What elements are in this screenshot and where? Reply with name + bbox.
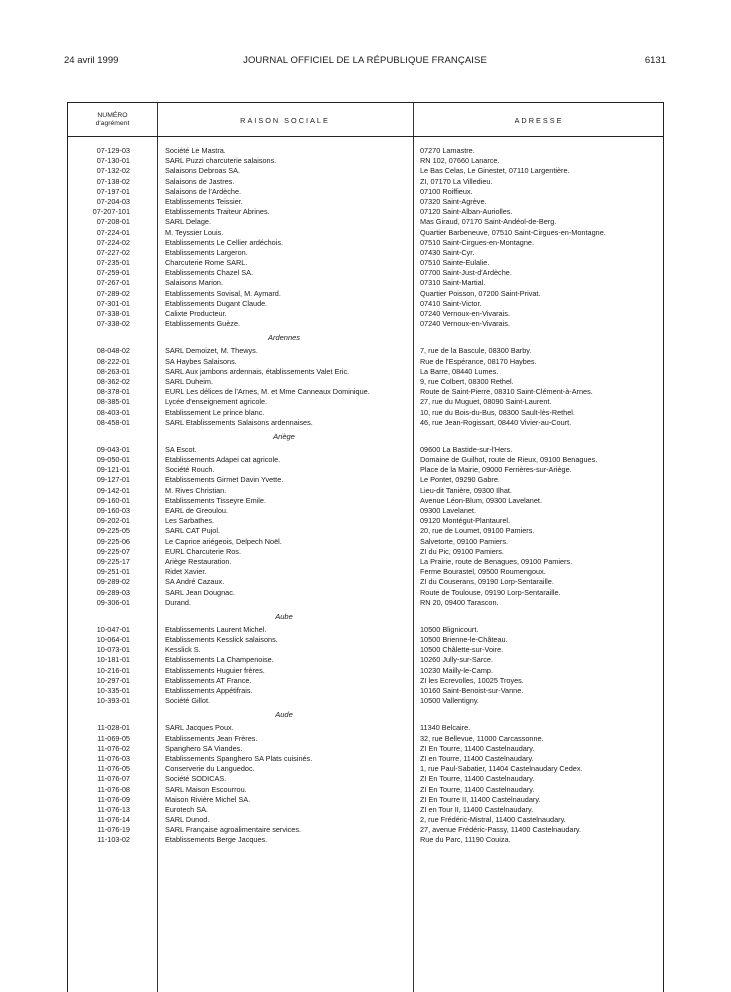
numero-agrement: 08-362-02 <box>96 376 130 386</box>
table-row <box>68 744 663 754</box>
adresse: 10160 Saint-Benoist-sur-Vanne. <box>420 686 524 695</box>
adresse: 32, rue Bellevue, 11000 Carcassonne. <box>420 733 544 743</box>
raison-sociale: SA André Cazaux. <box>165 577 225 587</box>
adresse: 10, rue du Bois-du-Bus, 08300 Sault-lès-Rethel. <box>420 407 575 417</box>
adresse: 07700 Saint-Just-d'Ardèche. <box>420 268 512 278</box>
adresse: 11340 Belcaire. <box>420 723 471 733</box>
section-title: Aube <box>275 611 293 621</box>
adresse: RN 102, 07660 Lanarce. <box>420 156 500 166</box>
raison-sociale: Etablissements Dugant Claude. <box>165 298 268 308</box>
table-row <box>68 309 663 319</box>
table-row <box>68 319 663 329</box>
adresse: ZI les Ecrevolles, 10025 Troyes. <box>420 675 524 685</box>
numero-agrement: 08-222-01 <box>96 356 130 366</box>
table-row <box>68 825 663 835</box>
adresse: 46, rue Jean-Rogissart, 08440 Vivier-au-Court. <box>420 417 572 427</box>
adresse: 10500 Vallentigny. <box>420 696 479 706</box>
numero-agrement: 08-385-01 <box>96 397 130 407</box>
header-adresse: ADRESSE <box>514 116 564 125</box>
raison-sociale: Etablissements Chazel SA. <box>165 268 254 278</box>
numero-agrement: 07-289-02 <box>96 288 130 298</box>
adresse: Le Bas Celas, Le Ginestet, 07110 Largentière. <box>420 166 570 176</box>
numero-agrement: 11-076-03 <box>97 753 130 763</box>
table-row <box>68 547 663 557</box>
numero-agrement: 11-076-13 <box>97 804 130 814</box>
raison-sociale: Etablissements Spanghero SA Plats cuisinés. <box>165 753 313 763</box>
raison-sociale: Etablissements Berge Jacques. <box>165 835 268 845</box>
table-row <box>68 686 663 696</box>
numero-agrement: 11-028-01 <box>97 723 130 733</box>
raison-sociale: Etablissements Teissier. <box>165 196 243 206</box>
numero-agrement: 10-393-01 <box>96 696 130 706</box>
table-row <box>68 655 663 665</box>
raison-sociale: SARL Jean Dougnac. <box>165 587 235 597</box>
table-row <box>68 217 663 227</box>
raison-sociale: SARL Maison Escourrou. <box>165 784 247 794</box>
table-row <box>68 197 663 207</box>
numero-agrement: 09-121-01 <box>96 465 130 475</box>
raison-sociale: Etablissements Le Cellier ardéchois. <box>165 237 284 247</box>
table-row <box>68 815 663 825</box>
numero-agrement: 09-289-02 <box>96 577 130 587</box>
table-row <box>68 774 663 784</box>
adresse: Le Pontet, 09290 Gabre. <box>420 475 500 485</box>
raison-sociale: M. Teyssier Louis. <box>165 227 224 237</box>
adresse: 07510 Sainte-Eulalie. <box>420 258 490 268</box>
raison-sociale: Lycée d'enseignement agricole. <box>165 397 268 407</box>
raison-sociale: Société Gillot. <box>165 696 211 706</box>
raison-sociale: Salaisons de Jastres. <box>165 176 235 186</box>
raison-sociale: Etablissements La Champenoise. <box>165 655 274 665</box>
raison-sociale: SARL Dunod. <box>165 815 210 825</box>
numero-agrement: 09-050-01 <box>96 455 130 465</box>
raison-sociale: SARL Demoizet, M. Thewys. <box>165 346 258 356</box>
numero-agrement: 07-197-01 <box>96 186 130 196</box>
numero-agrement: 09-160-03 <box>96 506 130 515</box>
adresse: Ferme Bourastel, 09500 Roumengoux. <box>420 567 546 577</box>
adresse: ZI En Tourre, 11400 Castelnaudary. <box>420 743 535 753</box>
raison-sociale: Kesslick S. <box>165 645 201 655</box>
adresse: 07320 Saint-Agrève. <box>420 196 487 206</box>
numero-agrement: 08-458-01 <box>96 417 130 427</box>
table-row <box>68 764 663 774</box>
numero-agrement: 08-263-01 <box>96 366 130 376</box>
adresse: Place de la Mairie, 09000 Ferrières-sur-Ariège. <box>420 465 572 475</box>
numero-agrement: 11-076-05 <box>97 764 130 774</box>
raison-sociale: Etablissements Adapei cat agricole. <box>165 455 281 465</box>
numero-agrement: 07-132-02 <box>96 166 130 176</box>
raison-sociale: Etablissements Guèze. <box>165 319 241 329</box>
adresse: ZI du Pic, 09100 Pamiers. <box>420 546 504 556</box>
table-row <box>68 346 663 356</box>
table-row <box>68 166 663 176</box>
raison-sociale: SARL Delage. <box>165 217 211 227</box>
numero-agrement: 09-289-03 <box>96 587 130 597</box>
raison-sociale: Société Le Mastra. <box>165 146 226 155</box>
raison-sociale: Ariège Restauration. <box>165 556 232 566</box>
adresse: Quartier Poisson, 07200 Saint-Privat. <box>420 288 541 298</box>
adresse: 07240 Vernoux-en-Vivarais. <box>420 309 510 318</box>
raison-sociale: Etablissements Tisseyre Emile. <box>165 495 266 505</box>
raison-sociale: Salaisons Debroas SA. <box>165 166 241 176</box>
numero-agrement: 07-207-101 <box>92 207 130 217</box>
numero-agrement: 10-047-01 <box>96 624 130 634</box>
adresse: 10260 Jully-sur-Sarce. <box>420 655 494 665</box>
table-row <box>68 268 663 278</box>
raison-sociale: Salaisons Marion. <box>165 278 223 288</box>
table-row <box>68 156 663 166</box>
adresse: 20, rue de Loumet, 09100 Pamiers. <box>420 526 535 536</box>
table-row <box>68 588 663 598</box>
raison-sociale: Maison Rivière Michel SA. <box>165 794 251 804</box>
adresse: Route de Toulouse, 09190 Lorp-Sentaraille. <box>420 587 561 597</box>
adresse: Domaine de Guilhot, route de Rieux, 09100 Benagues. <box>420 455 598 465</box>
table-row <box>68 357 663 367</box>
numero-agrement: 09-043-01 <box>96 444 130 454</box>
numero-agrement: 07-208-01 <box>96 217 130 227</box>
table-row <box>68 734 663 744</box>
raison-sociale: Etablissements Sovisal, M. Aymard. <box>165 288 281 298</box>
numero-agrement: 11-076-19 <box>97 825 130 835</box>
table-body <box>68 146 663 846</box>
adresse: 07270 Lamastre. <box>420 146 475 155</box>
raison-sociale: SARL Duheim. <box>165 376 213 386</box>
raison-sociale: SA Haybes Salaisons. <box>165 356 237 366</box>
raison-sociale: SARL Puzzi charcuterie salaisons. <box>165 156 277 166</box>
numero-agrement: 10-181-01 <box>96 655 130 665</box>
numero-agrement: 09-160-01 <box>96 495 130 505</box>
table-row <box>68 387 663 397</box>
raison-sociale: Etablissements Traiteur Abrines. <box>165 207 270 217</box>
table-header <box>68 103 663 137</box>
section-title: Aude <box>275 710 293 720</box>
table-row <box>68 645 663 655</box>
section-title: Ardennes <box>267 333 301 343</box>
adresse: ZI En Tourre II, 11400 Castelnaudary. <box>420 794 541 804</box>
numero-agrement: 07-227-02 <box>96 247 130 257</box>
table-row <box>68 557 663 567</box>
adresse: Rue de l'Espérance, 08170 Haybes. <box>420 356 537 366</box>
adresse: ZI, 07170 La Villedieu. <box>420 176 493 186</box>
numero-agrement: 11-076-14 <box>97 815 130 825</box>
page-header <box>64 55 666 69</box>
adresse: 2, rue Frédéric-Mistral, 11400 Castelnaudary. <box>420 815 566 825</box>
adresse: Quartier Barbeneuve, 07510 Saint-Cirgues-en-Montagne. <box>420 227 606 237</box>
table-row <box>68 805 663 815</box>
table-row <box>68 248 663 258</box>
adresse: 09600 La Bastide-sur-l'Hers. <box>420 444 513 454</box>
table-row <box>68 475 663 485</box>
table-row <box>68 625 663 635</box>
table-row <box>68 635 663 645</box>
numero-agrement: 09-225-06 <box>96 536 130 546</box>
table-row <box>68 238 663 248</box>
raison-sociale: Durand. <box>165 597 191 607</box>
table-row <box>68 397 663 407</box>
adresse: La Barre, 08440 Lumes. <box>420 366 499 376</box>
raison-sociale: SARL Française agroalimentaire services. <box>165 825 301 835</box>
table-row <box>68 408 663 418</box>
adresse: La Prairie, route de Benagues, 09100 Pamiers. <box>420 556 573 566</box>
journal-title: JOURNAL OFFICIEL DE LA RÉPUBLIQUE FRANÇAISE <box>243 55 487 66</box>
adresse: 27, rue du Muguet, 08090 Saint-Laurent. <box>420 397 552 407</box>
numero-agrement: 11-069-05 <box>97 733 130 743</box>
numero-agrement: 07-259-01 <box>96 268 130 278</box>
table-row <box>68 676 663 686</box>
numero-agrement: 07-130-01 <box>96 156 130 166</box>
table-row <box>68 207 663 217</box>
table-row <box>68 486 663 496</box>
adresse: 07240 Vernoux-en-Vivarais. <box>420 319 510 329</box>
table-row <box>68 377 663 387</box>
numero-agrement: 09-251-01 <box>96 567 130 577</box>
raison-sociale: Etablissements Girmet Davin Yvette. <box>165 475 284 485</box>
table-row <box>68 795 663 805</box>
raison-sociale: Etablissements Jean Frères. <box>165 733 258 743</box>
numero-agrement: 09-225-07 <box>96 546 130 556</box>
adresse: 07410 Saint-Victor. <box>420 298 482 308</box>
numero-agrement: 11-103-02 <box>97 835 130 845</box>
raison-sociale: Charcuterie Rome SARL. <box>165 258 248 268</box>
table-row <box>68 666 663 676</box>
numero-agrement: 09-142-01 <box>96 485 130 495</box>
adresse: 07100 Roiffieux. <box>420 186 473 196</box>
adresse: 27, avenue Frédéric-Passy, 11400 Castelnaudary. <box>420 825 582 835</box>
raison-sociale: Les Sarbathes. <box>165 516 215 526</box>
table-row <box>68 289 663 299</box>
table-row <box>68 516 663 526</box>
publication-date: 24 avril 1999 <box>64 55 119 66</box>
raison-sociale: EURL Charcuterie Ros. <box>165 546 241 556</box>
table-row <box>68 506 663 516</box>
header-raison-sociale: RAISON SOCIALE <box>240 116 330 125</box>
numero-agrement: 07-138-02 <box>96 176 130 186</box>
table-row <box>68 835 663 845</box>
adresse: 9, rue Colbert, 08300 Rethel. <box>420 376 514 386</box>
table-row <box>68 228 663 238</box>
raison-sociale: SARL Etablissements Salaisons ardennaises. <box>165 417 313 427</box>
adresse: Rue du Parc, 11190 Couiza. <box>420 835 511 845</box>
numero-agrement: 08-048-02 <box>96 346 130 356</box>
raison-sociale: EURL Les délices de l'Arnes, M. et Mme Canneaux Dominique. <box>165 387 370 397</box>
numero-agrement: 10-335-01 <box>96 686 130 695</box>
table-row <box>68 445 663 455</box>
adresse: 10230 Mailly-le-Camp. <box>420 665 493 675</box>
raison-sociale: Etablissements AT France. <box>165 675 252 685</box>
raison-sociale: SA Escot. <box>165 444 197 454</box>
raison-sociale: Etablissements Appétifrais. <box>165 686 253 695</box>
adresse: RN 20, 09400 Tarascon. <box>420 597 499 607</box>
adresse: 07510 Saint-Cirgues-en-Montagne. <box>420 237 534 247</box>
table-row <box>68 146 663 156</box>
header-numero-line1: NUMÉRO <box>97 112 128 119</box>
raison-sociale: Calixte Producteur. <box>165 309 227 318</box>
raison-sociale: Etablissements Laurent Michel. <box>165 624 267 634</box>
table-row <box>68 455 663 465</box>
numero-agrement: 10-064-01 <box>96 635 130 645</box>
adresse: 09120 Montégut-Plantaurel. <box>420 516 511 526</box>
numero-agrement: 07-224-01 <box>96 227 130 237</box>
adresse: ZI en Tourre, 11400 Castelnaudary. <box>420 753 534 763</box>
raison-sociale: Salaisons de l'Ardèche. <box>165 186 242 196</box>
raison-sociale: SARL Jacques Poux. <box>165 723 234 733</box>
table-row <box>68 177 663 187</box>
numero-agrement: 08-378-01 <box>96 387 130 397</box>
adresse: 1, rue Paul-Sabatier, 11404 Castelnaudary Cedex. <box>420 764 583 774</box>
numero-agrement: 09-202-01 <box>96 516 130 526</box>
raison-sociale: Conserverie du Languedoc. <box>165 764 255 774</box>
numero-agrement: 09-127-01 <box>96 475 130 485</box>
numero-agrement: 11-076-09 <box>97 794 130 804</box>
adresse: 09300 Lavelanet. <box>420 506 476 515</box>
numero-agrement: 10-216-01 <box>96 665 130 675</box>
raison-sociale: Société SODICAS. <box>165 774 227 784</box>
table-row <box>68 367 663 377</box>
numero-agrement: 09-225-17 <box>96 556 130 566</box>
adresse: 10500 Blignicourt. <box>420 624 479 634</box>
table-row <box>68 598 663 608</box>
adresse: Lieu-dit Tanière, 09300 Ilhat. <box>420 485 512 495</box>
numero-agrement: 07-204-03 <box>96 196 130 206</box>
table-row <box>68 526 663 536</box>
numero-agrement: 11-076-08 <box>97 784 130 794</box>
adresse: 10500 Châlette-sur-Voire. <box>420 645 504 655</box>
adresse: 07430 Saint-Cyr. <box>420 247 475 257</box>
header-numero-line2: d'agrément <box>95 120 130 127</box>
adresse: Salvetorte, 09100 Pamiers. <box>420 536 509 546</box>
table-row <box>68 496 663 506</box>
numero-agrement: 07-235-01 <box>96 258 130 268</box>
raison-sociale: Le Caprice ariégeois, Delpech Noël. <box>165 536 282 546</box>
numero-agrement: 09-225-05 <box>96 526 130 536</box>
raison-sociale: Etablissements Kesslick salaisons. <box>165 635 278 645</box>
raison-sociale: Eurotech SA. <box>165 804 208 814</box>
table-row <box>68 465 663 475</box>
adresse: Mas Giraud, 07170 Saint-Andéol-de-Berg. <box>420 217 557 227</box>
section-title: Ariège <box>273 431 295 441</box>
agrement-table <box>67 102 664 992</box>
numero-agrement: 11-076-07 <box>97 774 130 784</box>
numero-agrement: 07-267-01 <box>96 278 130 288</box>
raison-sociale: EARL de Greoulou. <box>165 506 229 515</box>
table-row <box>68 754 663 764</box>
page-number: 6131 <box>644 55 666 66</box>
numero-agrement: 07-338-02 <box>96 319 130 329</box>
numero-agrement: 07-224-02 <box>96 237 130 247</box>
adresse: ZI du Couserans, 09190 Lorp-Sentaraille. <box>420 577 554 587</box>
raison-sociale: Spanghero SA Viandes. <box>165 743 243 753</box>
table-row <box>68 696 663 706</box>
raison-sociale: Société Rouch. <box>165 465 215 475</box>
adresse: 10500 Brienne-le-Château. <box>420 635 508 645</box>
adresse: 07310 Saint-Martial. <box>420 278 486 288</box>
numero-agrement: 07-129-03 <box>96 146 130 155</box>
numero-agrement: 11-076-02 <box>97 743 130 753</box>
raison-sociale: M. Rives Christian. <box>165 485 227 495</box>
numero-agrement: 10-297-01 <box>96 675 130 685</box>
adresse: 07120 Saint-Alban-Auriolles. <box>420 207 513 217</box>
raison-sociale: Etablissement Le prince blanc. <box>165 407 265 417</box>
table-row <box>68 299 663 309</box>
table-row <box>68 537 663 547</box>
adresse: ZI En Tourre, 11400 Castelnaudary. <box>420 774 535 784</box>
numero-agrement: 07-301-01 <box>96 298 130 308</box>
table-row <box>68 577 663 587</box>
table-row <box>68 567 663 577</box>
adresse: Avenue Léon-Blum, 09300 Lavelanet. <box>420 495 542 505</box>
table-row <box>68 418 663 428</box>
adresse: ZI en Tour II, 11400 Castelnaudary. <box>420 804 534 814</box>
table-row <box>68 723 663 733</box>
raison-sociale: Etablissements Largeron. <box>165 247 248 257</box>
table-row <box>68 187 663 197</box>
table-row <box>68 258 663 268</box>
header-numero <box>68 112 157 128</box>
adresse: 7, rue de la Bascule, 08300 Barby. <box>420 346 532 356</box>
raison-sociale: SARL CAT Pujol. <box>165 526 221 536</box>
table-row <box>68 785 663 795</box>
numero-agrement: 09-306-01 <box>96 597 130 607</box>
adresse: Route de Saint-Pierre, 08310 Saint-Clément-à-Arnes. <box>420 387 593 397</box>
adresse: ZI En Tourre, 11400 Castelnaudary. <box>420 784 535 794</box>
numero-agrement: 07-338-01 <box>96 309 130 318</box>
raison-sociale: Ridet Xavier. <box>165 567 207 577</box>
numero-agrement: 08-403-01 <box>96 407 130 417</box>
table-row <box>68 278 663 288</box>
raison-sociale: Etablissements Huguier frères. <box>165 665 265 675</box>
numero-agrement: 10-073-01 <box>96 645 130 655</box>
raison-sociale: SARL Aux jambons ardennais, établissements Valet Eric. <box>165 366 350 376</box>
